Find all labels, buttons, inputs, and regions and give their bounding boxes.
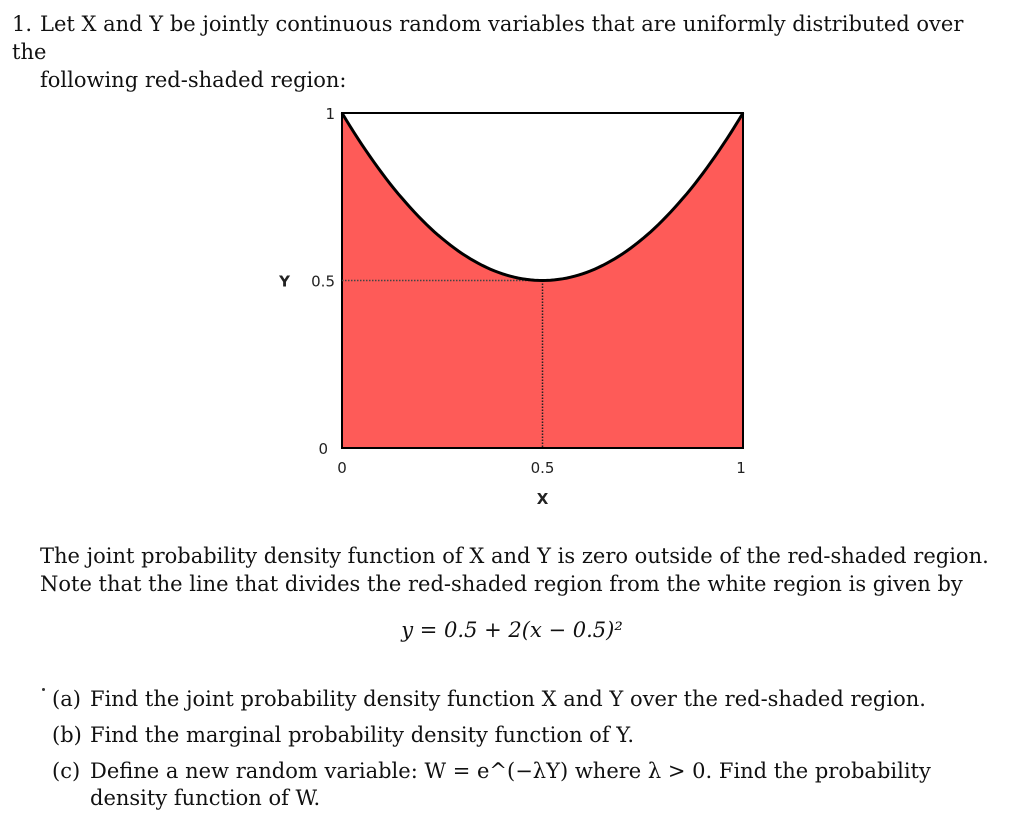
part-c-text: Define a new random variable: W = e^(−λY) where λ > 0. Find the probability density function of W. (90, 759, 931, 810)
boundary-equation: y = 0.5 + 2(x − 0.5)² (401, 618, 623, 642)
part-c-label: (c) (52, 759, 81, 783)
after-line-1: The joint probability density function of X and Y is zero outside of the red-shaded region. (40, 544, 989, 568)
y-tick-label-0-5: 0.5 (311, 272, 335, 291)
stray-dot (42, 688, 45, 691)
y-axis-label: Y (279, 272, 290, 291)
part-a-text: Find the joint probability density function X and Y over the red-shaded region. (90, 687, 926, 711)
x-tick-label-0-5: 0.5 (530, 459, 555, 477)
problem-number: 1. (12, 12, 33, 36)
intro-line-2: following red-shaded region: (40, 68, 347, 92)
problem-description (40, 542, 1000, 598)
part-c (52, 758, 992, 812)
x-tick-label-0: 0 (337, 459, 347, 477)
part-a (52, 686, 992, 713)
region-figure (260, 98, 760, 518)
y-tick-label-0: 0 (318, 440, 328, 458)
x-axis-label: X (536, 490, 549, 508)
intro-line-1: 1. Let X and Y be jointly continuous random variables that are uniformly distributed over the (12, 12, 964, 64)
part-b-label: (b) (52, 723, 82, 747)
part-a-label: (a) (52, 687, 81, 711)
y-tick-label-1: 1 (325, 105, 335, 123)
x-tick-label-1: 1 (736, 459, 746, 477)
problem-intro (12, 10, 1002, 94)
problem-parts (52, 686, 992, 821)
part-b (52, 722, 992, 749)
part-b-text: Find the marginal probability density function of Y. (90, 723, 635, 747)
after-line-2: Note that the line that divides the red-shaded region from the white region is given by (40, 572, 963, 596)
